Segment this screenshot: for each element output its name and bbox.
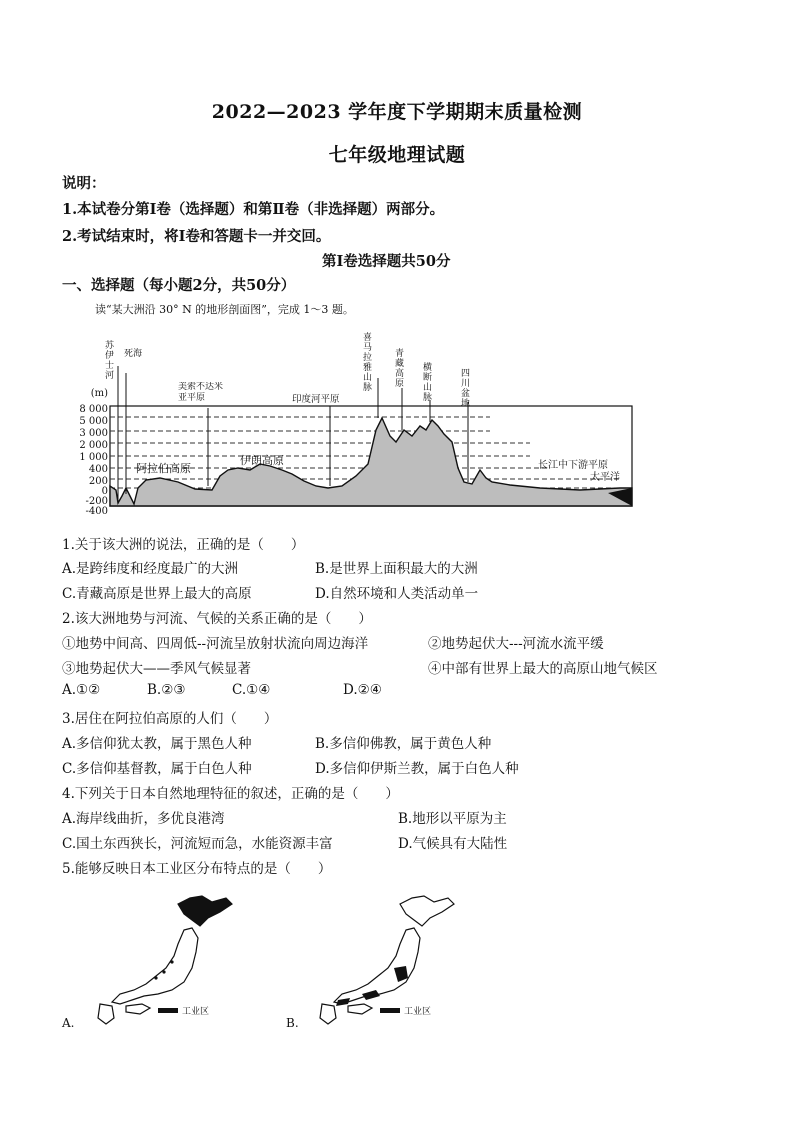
q1-option-d[interactable]: D.自然环境和人类活动单一 [315, 586, 479, 602]
q2-statement-1: ①地势中间高、四周低--河流呈放射状流向周边海洋 [62, 636, 369, 652]
q2-statement-2: ②地势起伏大---河流水流平缓 [428, 636, 604, 652]
terrain-profile-figure [60, 318, 640, 523]
q1-stem: 1.关于该大洲的说法，正确的是（ ） [62, 537, 305, 553]
y-tick: 200 [88, 476, 108, 487]
y-tick: 3 000 [79, 428, 108, 439]
section1-heading: 一、选择题（每小题2分，共50分） [62, 277, 296, 294]
q2-option-b[interactable]: B.②③ [147, 682, 186, 698]
notes-heading: 说明： [62, 175, 106, 192]
q2-option-c[interactable]: C.①④ [232, 682, 271, 698]
q2-statement-4: ④中部有世界上最大的高原山地气候区 [428, 661, 658, 677]
q4-stem: 4.下列关于日本自然地理特征的叙述，正确的是（ ） [62, 786, 399, 802]
q1-option-c[interactable]: C.青藏高原是世界上最大的高原 [62, 586, 252, 602]
y-tick: -200 [85, 496, 108, 507]
label-iran: 伊朗高原 [240, 454, 284, 467]
q2-statement-3: ③地势起伏大——季风气候显著 [62, 661, 251, 677]
y-tick: 2 000 [79, 440, 108, 451]
q4-option-a[interactable]: A.海岸线曲折，多优良港湾 [62, 811, 225, 827]
label-suez: 苏伊士河 [103, 340, 113, 380]
q3-option-d[interactable]: D.多信仰伊斯兰教，属于白色人种 [315, 761, 519, 777]
q3-option-c[interactable]: C.多信仰基督教，属于白色人种 [62, 761, 252, 777]
q2-option-d[interactable]: D.②④ [343, 682, 382, 698]
label-arabia: 阿拉伯高原 [136, 462, 191, 475]
instruction: 读“某大洲沿 30° N 的地形剖面图”，完成 1～3 题。 [95, 303, 354, 316]
part1-heading: 第Ⅰ卷选择题共50分 [322, 253, 451, 270]
japan-map-b [302, 890, 472, 1025]
q4-option-b[interactable]: B.地形以平原为主 [398, 811, 507, 827]
legend-swatch [158, 1008, 178, 1013]
q3-stem: 3.居住在阿拉伯高原的人们（ ） [62, 711, 278, 727]
label-tibet: 青藏高原 [393, 348, 403, 388]
label-dead-sea: 死海 [124, 349, 143, 359]
label-pacific: 太平洋 [590, 472, 620, 483]
kyushu [98, 1004, 114, 1024]
note-1: 1.本试卷分第Ⅰ卷（选择题）和第Ⅱ卷（非选择题）两部分。 [62, 201, 445, 218]
label-yangtze: 长江中下游平原 [538, 460, 608, 471]
q4-option-c[interactable]: C.国土东西狭长，河流短而急，水能资源丰富 [62, 836, 333, 852]
hokkaido [400, 896, 454, 926]
japan-map-a [80, 890, 250, 1025]
q5-option-b[interactable]: B. [286, 1016, 299, 1030]
q5-stem: 5.能够反映日本工业区分布特点的是（ ） [62, 861, 332, 877]
label-himalaya: 喜马拉雅山脉 [361, 332, 371, 392]
y-tick: 8 000 [79, 404, 108, 415]
q5-option-a[interactable]: A. [62, 1016, 75, 1030]
exam-subtitle: 七年级地理试题 [328, 144, 466, 166]
q1-option-b[interactable]: B.是世界上面积最大的大洲 [315, 561, 478, 577]
label-mesopotamia: 美索不达米亚平原 [178, 382, 224, 403]
q3-option-b[interactable]: B.多信仰佛教，属于黄色人种 [315, 736, 492, 752]
kyushu [320, 1004, 336, 1024]
shikoku [348, 1004, 372, 1014]
y-unit: (m) [90, 388, 108, 399]
legend-label: 工业区 [404, 1007, 432, 1017]
shikoku [126, 1004, 150, 1014]
y-tick: 400 [88, 464, 108, 475]
q2-option-a[interactable]: A.①② [62, 682, 101, 698]
exam-title: 2022—2023 学年度下学期期末质量检测 [211, 101, 583, 123]
honshu [112, 928, 198, 1004]
q3-option-a[interactable]: A.多信仰犹太教，属于黑色人种 [62, 736, 252, 752]
label-indus: 印度河平原 [292, 394, 340, 405]
y-tick: 1 000 [79, 452, 108, 463]
q4-option-d[interactable]: D.气候具有大陆性 [398, 836, 508, 852]
hokkaido [178, 896, 232, 926]
label-sichuan: 四川盆地 [459, 368, 469, 408]
y-tick: -400 [85, 506, 108, 517]
q2-stem: 2.该大洲地势与河流、气候的关系正确的是（ ） [62, 611, 372, 627]
label-hengduan: 横断山脉 [421, 362, 431, 402]
y-tick: 0 [101, 486, 108, 497]
note-2: 2.考试结束时，将Ⅰ卷和答题卡一并交回。 [62, 228, 331, 245]
legend-label: 工业区 [182, 1007, 210, 1017]
q1-option-a[interactable]: A.是跨纬度和经度最广的大洲 [62, 561, 239, 577]
y-tick: 5 000 [79, 416, 108, 427]
legend-swatch [380, 1008, 400, 1013]
